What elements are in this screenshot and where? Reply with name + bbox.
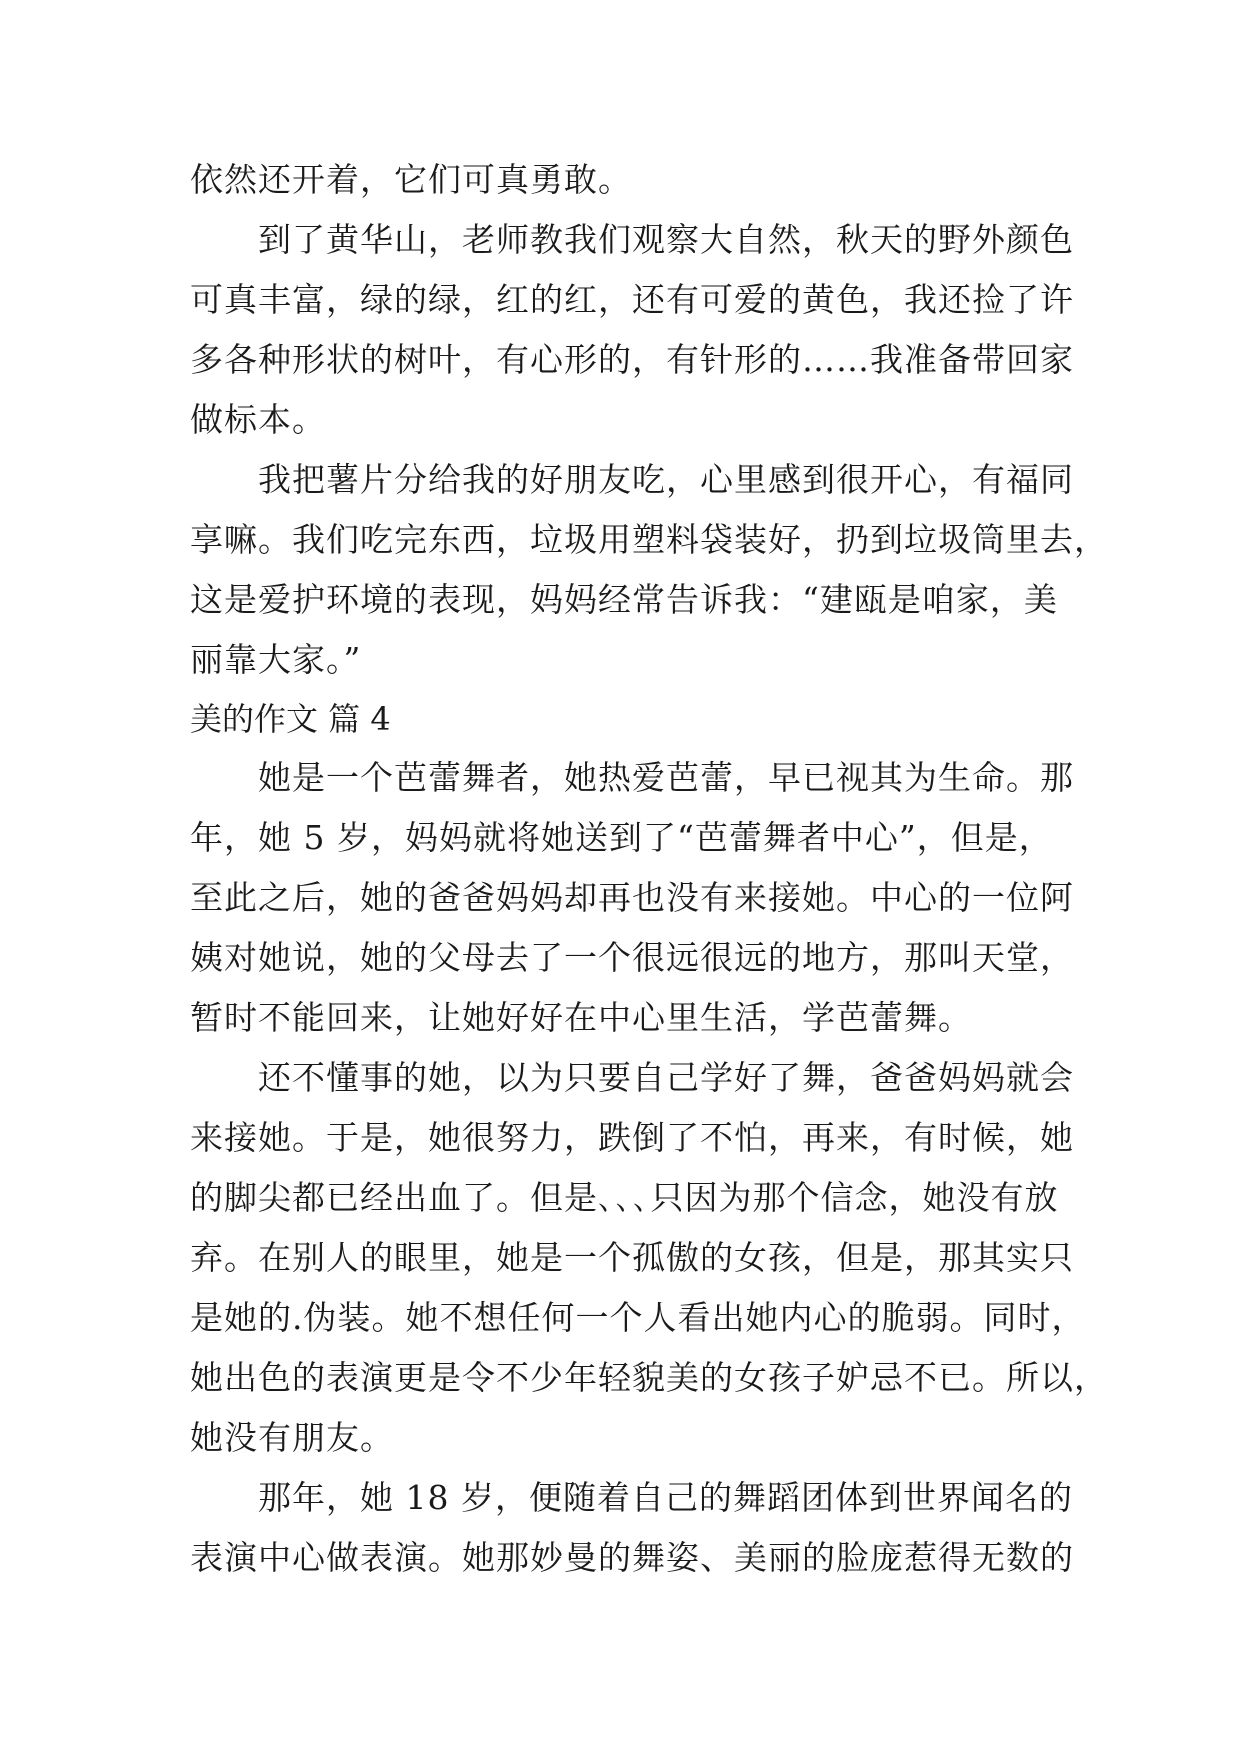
section-heading: 美的作文 篇 4	[190, 700, 391, 738]
paragraph-first-line: 我把薯片分给我的好朋友吃，心里感到很开心，有福同	[258, 460, 1074, 499]
text-line: 至此之后，她的爸爸妈妈却再也没有来接她。中心的一位阿	[190, 878, 1074, 917]
text-line: 享嘛。我们吃完东西，垃圾用塑料袋装好，扔到垃圾筒里去，	[190, 520, 1108, 559]
text-line: 是她的.伪装。她不想任何一个人看出她内心的脆弱。同时，	[190, 1298, 1086, 1337]
text-line: 年，她 5 岁，妈妈就将她送到了“芭蕾舞者中心”，但是，	[190, 818, 1053, 857]
paragraph-first-line: 还不懂事的她，以为只要自己学好了舞，爸爸妈妈就会	[258, 1058, 1074, 1097]
text-line: 弃。在别人的眼里，她是一个孤傲的女孩，但是，那其实只	[190, 1238, 1074, 1277]
text-line: 的脚尖都已经出血了。但是､､､只因为那个信念，她没有放	[190, 1178, 1059, 1217]
text-line: 她没有朋友。	[190, 1418, 394, 1457]
text-line: 可真丰富，绿的绿，红的红，还有可爱的黄色，我还捡了许	[190, 280, 1074, 319]
paragraph-first-line: 她是一个芭蕾舞者，她热爱芭蕾，早已视其为生命。那	[258, 758, 1074, 797]
text-line: 姨对她说，她的父母去了一个很远很远的地方，那叫天堂，	[190, 938, 1074, 977]
text-line: 依然还开着，它们可真勇敢。	[190, 160, 632, 199]
text-line: 表演中心做表演。她那妙曼的舞姿、美丽的脸庞惹得无数的	[190, 1538, 1074, 1577]
text-line: 丽靠大家。”	[190, 640, 362, 679]
text-line: 这是爱护环境的表现，妈妈经常告诉我：“建瓯是咱家，美	[190, 580, 1058, 619]
text-line: 暂时不能回来，让她好好在中心里生活，学芭蕾舞。	[190, 998, 972, 1037]
paragraph-first-line: 那年，她 18 岁，便随着自己的舞蹈团体到世界闻名的	[258, 1478, 1073, 1517]
text-line: 她出色的表演更是令不少年轻貌美的女孩子妒忌不已。所以，	[190, 1358, 1108, 1397]
text-line: 多各种形状的树叶，有心形的，有针形的……我准备带回家	[190, 340, 1074, 379]
text-line: 做标本。	[190, 400, 326, 439]
document-page	[190, 150, 1108, 1588]
paragraph-first-line: 到了黄华山，老师教我们观察大自然，秋天的野外颜色	[258, 220, 1074, 259]
text-line: 来接她。于是，她很努力，跌倒了不怕，再来，有时候，她	[190, 1118, 1074, 1157]
